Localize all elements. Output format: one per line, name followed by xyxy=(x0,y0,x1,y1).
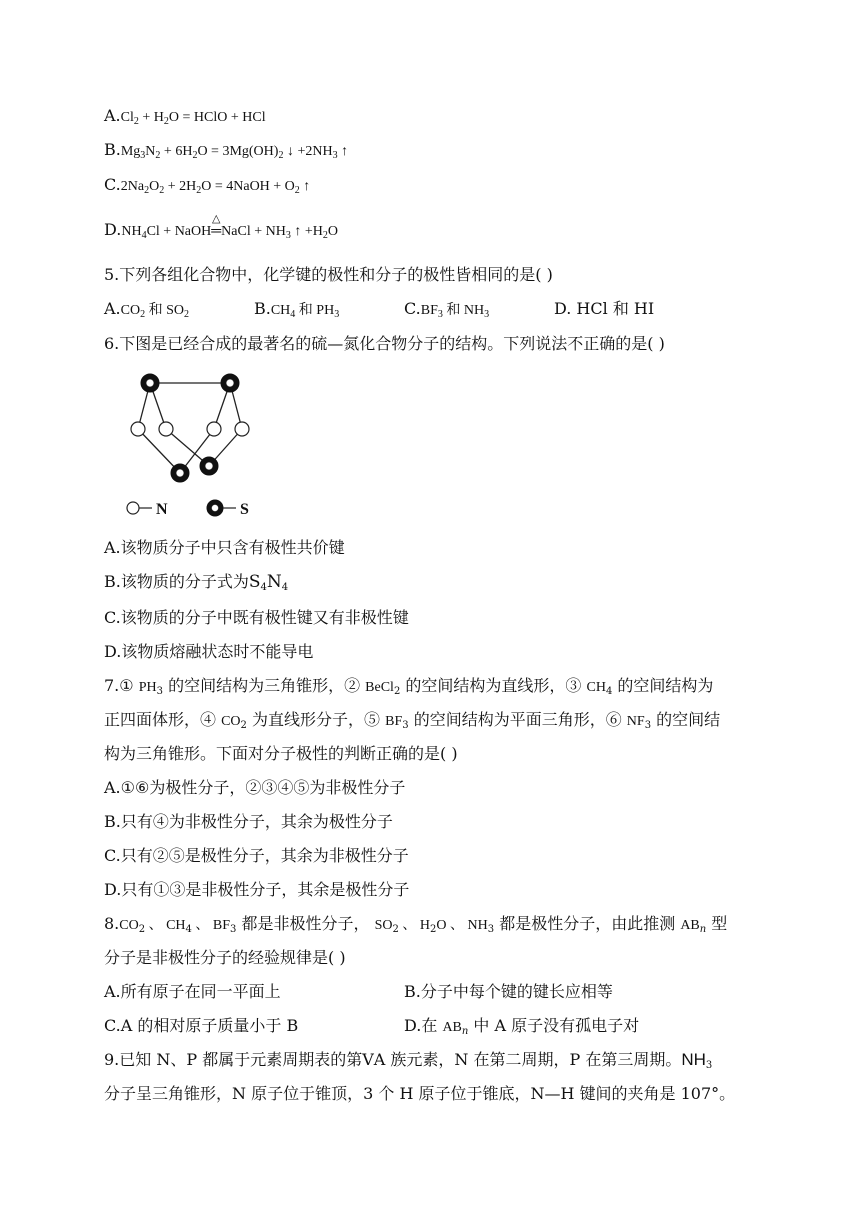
sulfur-atom xyxy=(200,457,218,475)
q5-stem: 5.下列各组化合物中，化学键的极性和分子的极性皆相同的是( ) xyxy=(104,265,553,284)
nitrogen-atom xyxy=(235,422,249,436)
q8-option-b: B.分子中每个键的键长应相等 xyxy=(404,982,613,1001)
q5-options xyxy=(104,298,724,322)
sulfur-atom xyxy=(221,374,239,392)
q8-stem-line-1: $8.CO_2$ 、 $CH_4$ 、 $BF_3$ 都是非极性分子， $SO_2$ 、 $H_2O$ 、 $NH_3$ 都是极性分子，由此推测 $AB_n$ 型 xyxy=(104,914,728,935)
q6-option-d: D.该物质熔融状态时不能导电 xyxy=(104,642,314,661)
q4-option-b: $B.Mg_3N_2 + 6H_2O = 3Mg(OH)_2$ ↓ $+2NH_3$ ↑ xyxy=(104,140,349,161)
q5-option-a: $A.CO_2$ 和 $SO_2$ xyxy=(104,299,189,320)
sulfur-atom xyxy=(171,464,189,482)
legend-sulfur-label: S xyxy=(240,501,249,518)
nitrogen-atom xyxy=(207,422,221,436)
q4-option-d: $D.NH_4Cl$ + NaOH △ ═NaCl + $NH_3$ ↑ $+H_2O$ xyxy=(104,213,338,241)
q7-option-d: D.只有①③是非极性分子，其余是极性分子 xyxy=(104,880,410,899)
q5-option-c: $C.BF_3$ 和 $NH_3$ xyxy=(404,299,490,320)
q5-option-b: $B.CH_4$ 和 $PH_3$ xyxy=(254,299,340,320)
q9-stem-line-1: 9.已知 N、P 都属于元素周期表的第ⅤA 族元素，N 在第二周期，P 在第三周期。$NH_3$ xyxy=(104,1050,713,1071)
bonds xyxy=(138,383,242,473)
q6-stem: 6.下图是已经合成的最著名的硫—氮化合物分子的结构。下列说法不正确的是( ) xyxy=(104,334,665,353)
sulfur-atom xyxy=(141,374,159,392)
q7-option-b: B.只有④为非极性分子，其余为极性分子 xyxy=(104,812,393,831)
q4-option-c: $C.2Na_2O_2 + 2H_2O$ = 4NaOH + $O_2$ ↑ xyxy=(104,175,311,196)
nitrogen-atom xyxy=(131,422,145,436)
q8-stem-line-2: 分子是非极性分子的经验规律是( ) xyxy=(104,948,346,967)
s4n4-structure-diagram xyxy=(118,365,278,525)
q7-option-a: A.①⑥为极性分子，②③④⑤为非极性分子 xyxy=(104,778,406,797)
q4-option-a: $A.Cl_2 + H_2O$ = HClO + HCl xyxy=(104,106,266,127)
sulfur-atoms xyxy=(141,374,239,482)
legend xyxy=(127,500,249,518)
legend-nitrogen-symbol xyxy=(127,502,139,514)
q7-stem-line-3: 构为三角锥形。下面对分子极性的判断正确的是( ) xyxy=(104,744,458,763)
q8-option-a: A.所有原子在同一平面上 xyxy=(104,982,281,1001)
q8-option-d: D.在 $AB_n$ 中 A 原子没有孤电子对 xyxy=(404,1016,640,1037)
legend-nitrogen-label: N xyxy=(156,501,168,518)
q8-options-row-2 xyxy=(104,1015,724,1037)
nitrogen-atom xyxy=(159,422,173,436)
heating-equals-sign: △ ═ xyxy=(211,213,222,239)
q7-option-c: C.只有②⑤是极性分子，其余为非极性分子 xyxy=(104,846,409,865)
nitrogen-atoms xyxy=(131,422,249,436)
legend-sulfur-symbol xyxy=(207,500,223,516)
q8-options-row-1 xyxy=(104,981,724,1003)
q6-option-c: C.该物质的分子中既有极性键又有非极性键 xyxy=(104,608,409,627)
q6-option-b: B.该物质的分子式为$S_4N_4$ xyxy=(104,572,289,593)
q7-stem-line-1: 7.① $PH_3$ 的空间结构为三角锥形，② BeCl$_2$ 的空间结构为直线形，③ $CH_4$ 的空间结构为 xyxy=(104,676,714,697)
q9-stem-line-2: 分子呈三角锥形，N 原子位于锥顶，3 个 H 原子位于锥底，N—H 键间的夹角是 107°。 xyxy=(104,1084,736,1103)
q5-option-d: D. HCl 和 HI xyxy=(554,299,655,318)
q8-option-c: C.A 的相对原子质量小于 B xyxy=(104,1016,299,1035)
q7-stem-line-2: 正四面体形，④ $CO_2$ 为直线形分子，⑤ $BF_3$ 的空间结构为平面三角形，⑥ $NF_3$ 的空间结 xyxy=(104,710,721,731)
q6-option-a: A.该物质分子中只含有极性共价键 xyxy=(104,538,345,557)
